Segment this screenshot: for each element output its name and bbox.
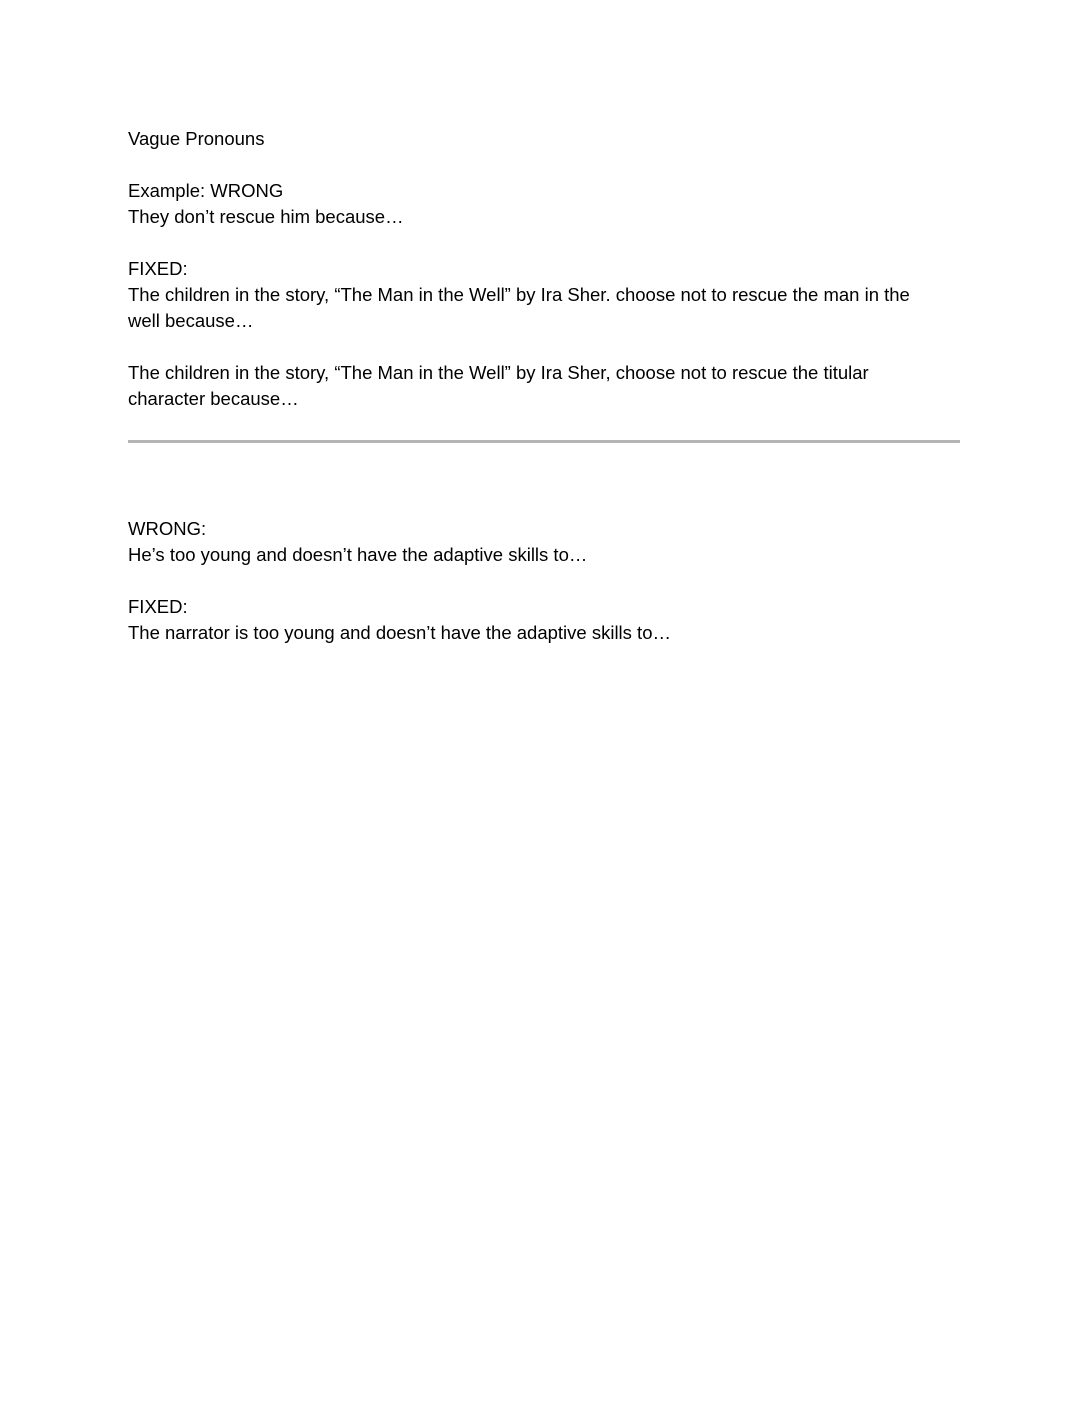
document-body bbox=[128, 126, 962, 646]
second-fixed-label: FIXED: bbox=[128, 596, 188, 617]
spacer bbox=[128, 334, 962, 360]
example-fixed-alt-line-1: The children in the story, “The Man in the Well” by Ira Sher, choose not to rescue the titular bbox=[128, 362, 869, 383]
example-fixed-text-line-1: The children in the story, “The Man in the Well” by Ira Sher. choose not to rescue the man in the bbox=[128, 284, 910, 305]
second-wrong-label: WRONG: bbox=[128, 518, 207, 539]
example-fixed-alt-line-2: character because… bbox=[128, 388, 299, 409]
spacer bbox=[128, 568, 962, 594]
example-wrong-text: They don’t rescue him because… bbox=[128, 206, 404, 227]
example-fixed-text-line-2: well because… bbox=[128, 310, 254, 331]
second-wrong-text: He’s too young and doesn’t have the adaptive skills to… bbox=[128, 544, 588, 565]
divider-container bbox=[128, 412, 962, 516]
horizontal-rule bbox=[128, 440, 960, 443]
example-wrong-label: Example: WRONG bbox=[128, 180, 284, 201]
spacer bbox=[128, 152, 962, 178]
spacer bbox=[128, 230, 962, 256]
document-title: Vague Pronouns bbox=[128, 128, 265, 149]
example-fixed-label: FIXED: bbox=[128, 258, 188, 279]
second-fixed-text: The narrator is too young and doesn’t have the adaptive skills to… bbox=[128, 622, 671, 643]
